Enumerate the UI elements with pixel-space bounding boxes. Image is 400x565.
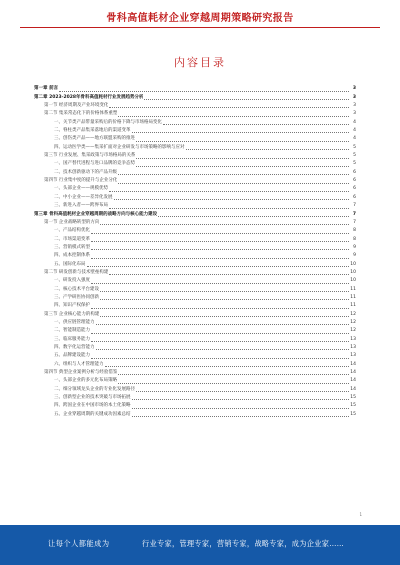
- toc-dot-leader: [91, 333, 349, 334]
- toc-dot-leader: [186, 149, 350, 150]
- toc-dot-leader: [100, 316, 349, 317]
- toc-dot-leader: [114, 199, 350, 200]
- toc-entry[interactable]: [34, 127, 356, 135]
- toc-entry-page: 7: [353, 219, 356, 225]
- toc-entry[interactable]: [34, 319, 356, 327]
- toc-dot-leader: [132, 399, 350, 400]
- toc-dot-leader: [158, 216, 349, 217]
- toc-entry[interactable]: [34, 210, 356, 218]
- toc-entry-title: 三、临床服务能力: [54, 336, 90, 342]
- toc-entry-title: 三、新进入者——跨界布局: [54, 203, 108, 209]
- toc-entry-title: 三、创伤类产品——地方联盟采购的推进: [54, 136, 135, 142]
- toc-entry-page: 3: [352, 86, 356, 92]
- toc-entry[interactable]: [34, 152, 356, 160]
- toc-entry-page: 11: [350, 303, 356, 309]
- toc-entry[interactable]: [34, 294, 356, 302]
- toc-dot-leader: [136, 158, 349, 159]
- toc-entry-title: 第四节 典型企业案例分析与经验借鉴: [44, 370, 118, 376]
- toc-dot-leader: [132, 408, 350, 409]
- toc-dot-leader: [132, 416, 350, 417]
- toc-entry-page: 5: [353, 161, 356, 167]
- toc-entry-title: 第一节 企业战略转型的方向: [44, 219, 100, 225]
- toc-entry[interactable]: [34, 160, 356, 168]
- toc-entry-page: 5: [353, 153, 356, 159]
- toc-dot-leader: [132, 132, 350, 133]
- toc-entry-page: 13: [350, 345, 356, 350]
- toc-entry-title: 一、头部企业的多元化布局策略: [54, 378, 117, 384]
- toc-entry-page: 11: [350, 286, 356, 292]
- toc-entry[interactable]: [34, 85, 356, 93]
- toc-dot-leader: [91, 308, 349, 309]
- toc-entry-page: 6: [353, 169, 356, 175]
- toc-entry-page: 14: [350, 378, 356, 384]
- toc-entry[interactable]: [34, 177, 356, 185]
- toc-entry[interactable]: [34, 135, 356, 143]
- toc-entry-page: 15: [350, 395, 356, 401]
- toc-entry-page: 9: [353, 253, 356, 259]
- toc-entry[interactable]: [34, 118, 356, 126]
- toc-entry-page: 10: [350, 278, 356, 284]
- toc-entry-title: 第四节 行业集中度的提升与企业分化: [44, 178, 118, 184]
- toc-dot-leader: [91, 341, 349, 342]
- toc-entry-page: 10: [350, 261, 356, 267]
- toc-entry-title: 一、产品结构优化: [54, 228, 90, 234]
- toc-entry-title: 第三章 骨科高值耗材企业穿越周期的战略方向与核心能力建设: [34, 211, 158, 217]
- toc-entry-page: 11: [350, 294, 356, 300]
- footer-slogan: 让每个人都能成为: [48, 539, 110, 548]
- toc-entry[interactable]: [34, 244, 356, 252]
- toc-entry-page: 15: [350, 403, 356, 409]
- toc-entry[interactable]: [34, 260, 356, 268]
- toc-entry[interactable]: [34, 327, 356, 335]
- report-header-title: 骨科高值耗材企业穿越周期策略研究报告: [106, 13, 294, 24]
- toc-dot-leader: [118, 116, 349, 117]
- toc-entry-page: 14: [350, 370, 356, 376]
- toc-dot-leader: [118, 374, 349, 375]
- toc-dot-leader: [118, 183, 349, 184]
- toc-dot-leader: [91, 358, 349, 359]
- toc-dot-leader: [109, 191, 349, 192]
- toc-entry-title: 四、跨国企业在中国市场的本土化策略: [54, 403, 131, 409]
- toc-entry-page: 5: [353, 144, 356, 150]
- toc-entry-title: 三、营销模式转型: [54, 244, 90, 250]
- toc-entry-page: 12: [350, 311, 356, 317]
- toc-entry-title: 三、创新型企业的技术突破与市场拓展: [54, 395, 131, 401]
- toc-entry-title: 一、国产替代进程与进口品牌的竞争态势: [54, 161, 135, 167]
- toc-entry[interactable]: [34, 235, 356, 243]
- footer-tagline: 行业专家，管理专家，营销专家，战略专家，成为企业家……: [142, 539, 345, 548]
- toc-dot-leader: [144, 99, 349, 100]
- toc-entry[interactable]: [34, 360, 356, 368]
- toc-entry[interactable]: [34, 394, 356, 402]
- toc-dot-leader: [118, 174, 349, 175]
- toc-entry-page: 8: [353, 236, 356, 242]
- toc-entry-page: 8: [353, 228, 356, 234]
- toc-entry-page: 6: [353, 178, 356, 184]
- toc-entry-page: 4: [353, 128, 356, 134]
- toc-entry-title: 五、国际化布局: [54, 261, 86, 267]
- toc-entry[interactable]: [34, 402, 356, 410]
- toc-entry[interactable]: [34, 168, 356, 176]
- toc-dot-leader: [91, 283, 349, 284]
- toc-dot-leader: [91, 258, 349, 259]
- toc-dot-leader: [91, 241, 349, 242]
- toc-dot-leader: [136, 166, 349, 167]
- toc-entry-page: 13: [350, 336, 356, 342]
- toc-entry[interactable]: [34, 102, 356, 110]
- toc-entry-title: 四、知识产权保护: [54, 303, 90, 309]
- toc-dot-leader: [136, 141, 349, 142]
- toc-entry-title: 四、数字化运营能力: [54, 345, 95, 350]
- toc-entry-title: 五、企业穿越周期的关键成功因素总结: [54, 411, 131, 417]
- toc-entry-title: 一、研发投入强度: [54, 278, 90, 284]
- toc-entry-page: 15: [350, 411, 356, 417]
- toc-entry-title: 二、细分领域龙头企业的专业化发展路径: [54, 386, 135, 392]
- toc-entry[interactable]: [34, 252, 356, 260]
- toc-dot-leader: [96, 324, 350, 325]
- toc-entry[interactable]: [34, 377, 356, 385]
- toc-entry-title: 一、关节类产品带量采购后的价格下降与市场格局变化: [54, 119, 162, 125]
- toc-entry[interactable]: [34, 410, 356, 418]
- toc-entry-title: 第二章 2023-2028年骨科高值耗材行业发展趋势分析: [34, 94, 144, 100]
- toc-entry[interactable]: [34, 185, 356, 193]
- toc-entry[interactable]: [34, 344, 356, 352]
- footer-banner: [0, 525, 400, 565]
- toc-entry[interactable]: [34, 93, 356, 101]
- toc-dot-leader: [105, 366, 350, 367]
- toc-entry-page: 12: [350, 319, 356, 325]
- toc-entry-title: 一、头部企业——规模优势: [54, 186, 108, 192]
- toc-entry-title: 二、技术创新驱动下的产品升级: [54, 169, 117, 175]
- toc-entry[interactable]: [34, 302, 356, 310]
- toc-entry-page: 14: [350, 361, 356, 367]
- toc-entry[interactable]: [34, 385, 356, 393]
- toc-entry-page: 4: [353, 136, 356, 142]
- toc-dot-leader: [109, 274, 349, 275]
- toc-entry[interactable]: [34, 352, 356, 360]
- toc-dot-leader: [59, 91, 349, 92]
- toc-entry-page: 7: [353, 203, 356, 209]
- toc-entry[interactable]: [34, 227, 356, 235]
- toc-entry-title: 二、核心技术平台建设: [54, 286, 99, 292]
- toc-entry[interactable]: [34, 193, 356, 201]
- toc-dot-leader: [91, 249, 349, 250]
- page-number: 1: [359, 512, 362, 517]
- toc-dot-leader: [96, 349, 350, 350]
- toc-entry-page: 14: [350, 386, 356, 392]
- toc-entry-title: 二、中小企业——差异化发展: [54, 194, 113, 200]
- toc-entry-page: 6: [353, 194, 356, 200]
- toc-dot-leader: [109, 107, 349, 108]
- toc-dot-leader: [100, 299, 349, 300]
- toc-entry[interactable]: [34, 285, 356, 293]
- toc-dot-leader: [100, 224, 349, 225]
- toc-entry-title: 第三节 企业核心能力的构建: [44, 311, 100, 317]
- toc-entry-page: 6: [353, 186, 356, 192]
- toc-entry-title: 一、供应链管理能力: [54, 319, 95, 325]
- toc-entry[interactable]: [34, 335, 356, 343]
- toc-entry-page: 12: [350, 328, 356, 334]
- header-divider: [20, 27, 380, 28]
- toc-entry-page: 3: [353, 103, 356, 109]
- toc-title: 内容目录: [174, 56, 226, 69]
- toc-dot-leader: [91, 233, 349, 234]
- toc-entry-title: 第一节 经济周期及产业环境变化: [44, 103, 109, 109]
- toc-entry-title: 四、成本控制体系: [54, 253, 90, 259]
- toc-dot-leader: [163, 124, 349, 125]
- toc-dot-leader: [100, 291, 349, 292]
- toc-entry-title: 五、品牌建设能力: [54, 353, 90, 359]
- toc-entry-title: 四、运动医学类——集采扩面对企业研发与市场策略的影响与应对: [54, 144, 185, 150]
- table-of-contents: [34, 85, 356, 419]
- toc-entry[interactable]: [34, 310, 356, 318]
- toc-entry-title: 二、智能制造能力: [54, 328, 90, 334]
- toc-entry-title: 第三节 行业发展、集采政策与市场格局的关系: [44, 153, 136, 159]
- toc-entry-page: 3: [352, 94, 356, 100]
- toc-dot-leader: [136, 391, 349, 392]
- toc-entry-title: 二、市场渠道变革: [54, 236, 90, 242]
- toc-entry-title: 三、产学研医协同创新: [54, 294, 99, 300]
- toc-entry-title: 六、组织与人才管理能力: [54, 361, 104, 367]
- toc-entry-page: 9: [353, 244, 356, 250]
- toc-entry-title: 第二节 研发创新与技术壁垒构建: [44, 269, 109, 275]
- toc-entry[interactable]: [34, 269, 356, 277]
- toc-entry-page: 4: [353, 119, 356, 125]
- toc-entry-page: 13: [350, 353, 356, 359]
- toc-entry[interactable]: [34, 369, 356, 377]
- toc-entry-title: 第一章 前言: [34, 86, 59, 92]
- toc-dot-leader: [109, 208, 349, 209]
- toc-entry-page: 10: [350, 269, 356, 275]
- toc-entry[interactable]: [34, 143, 356, 151]
- toc-entry-title: 第二节 集采常态化下的价格体系重塑: [44, 111, 118, 117]
- toc-dot-leader: [118, 383, 349, 384]
- toc-dot-leader: [87, 266, 350, 267]
- toc-entry[interactable]: [34, 110, 356, 118]
- toc-entry[interactable]: [34, 277, 356, 285]
- toc-entry[interactable]: [34, 202, 356, 210]
- toc-entry-title: 二、脊柱类产品集采落地后的渠道变革: [54, 128, 131, 134]
- toc-entry[interactable]: [34, 219, 356, 227]
- toc-entry-page: 7: [352, 211, 356, 217]
- toc-entry-page: 3: [353, 111, 356, 117]
